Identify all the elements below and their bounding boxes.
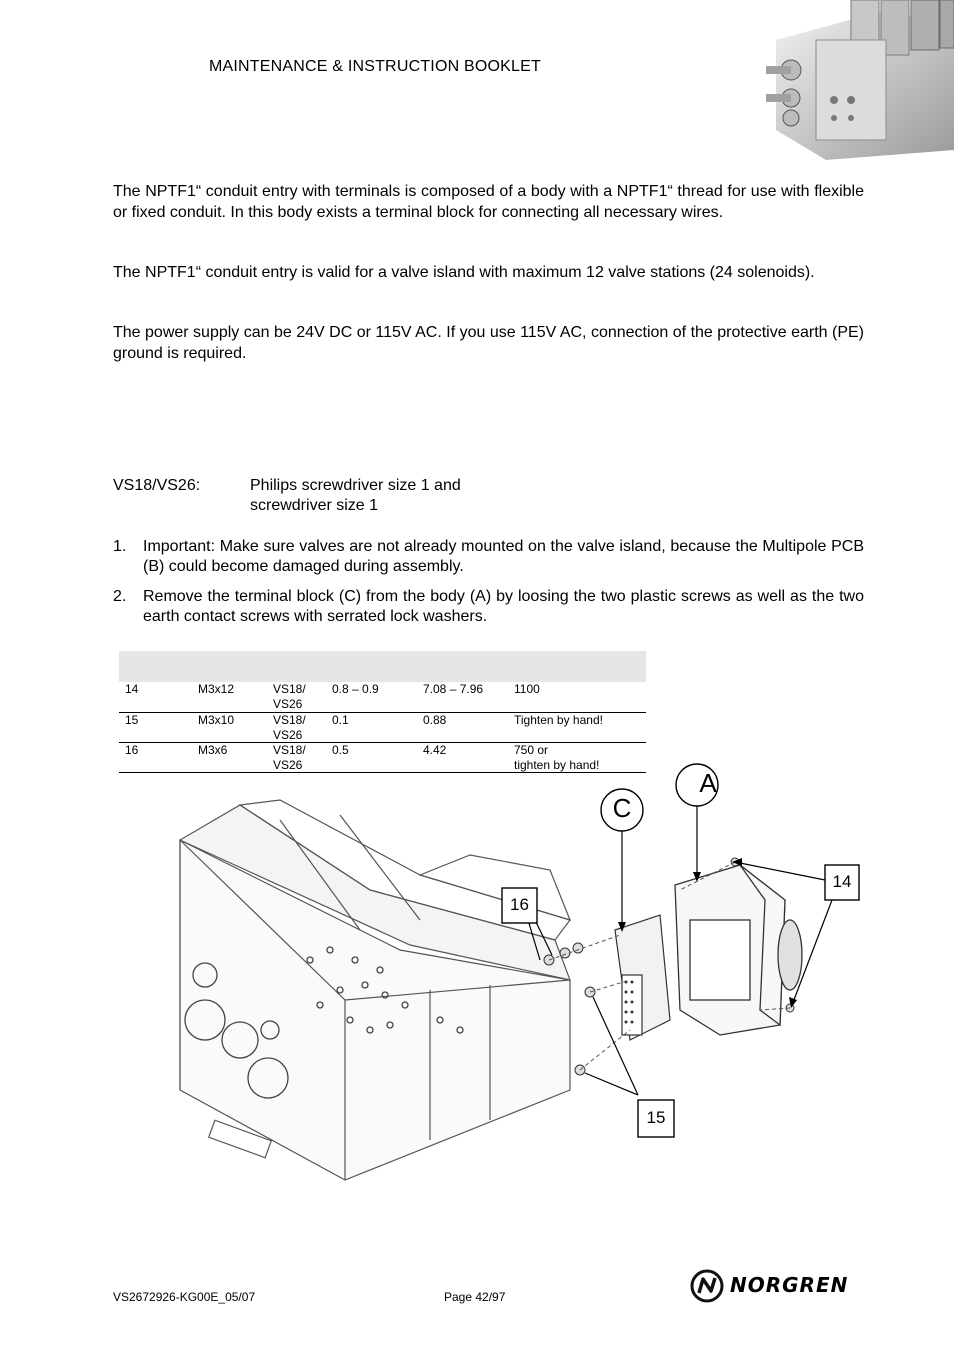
cell-note: 1100 xyxy=(514,682,540,696)
terminal-block xyxy=(615,915,670,1040)
exploded-assembly-drawing xyxy=(160,760,870,1200)
cell-screw: M3x6 xyxy=(198,743,228,757)
cell-note: Tighten by hand! xyxy=(514,713,603,727)
callout-c-label: C xyxy=(612,793,632,823)
tools-list xyxy=(250,476,550,516)
brand-name: NORGREN xyxy=(730,1273,849,1297)
cell-screw: M3x12 xyxy=(198,682,235,696)
callout-15-label: 15 xyxy=(646,1108,666,1127)
power-supply-paragraph: The power supply can be 24V DC or 115V AC. If you use 115V AC, connection of the protective earth (PE) ground is required. xyxy=(113,324,864,362)
page-number: Page 42/97 xyxy=(444,1290,506,1304)
valve-stations-paragraph: The NPTF1“ conduit entry is valid for a valve island with maximum 12 valve stations (24 solenoids). xyxy=(113,264,815,281)
cell-torque-nm: 0.5 xyxy=(332,743,349,757)
cell-item: 16 xyxy=(125,743,139,757)
cell-series: VS18/ VS26 xyxy=(273,743,306,772)
step-2 xyxy=(113,587,864,627)
tools-line-2: screwdriver size 1 xyxy=(250,497,379,514)
tools-series-label: VS18/VS26: xyxy=(113,477,201,494)
cell-torque-nm: 0.8 – 0.9 xyxy=(332,682,379,696)
document-header-title: MAINTENANCE & INSTRUCTION BOOKLET xyxy=(209,58,541,75)
tools-line-1: Philips screwdriver size 1 and xyxy=(250,477,461,494)
cell-series: VS18/ VS26 xyxy=(273,713,306,742)
cell-torque-lbin: 7.08 – 7.96 xyxy=(423,682,484,696)
cell-torque-nm: 0.1 xyxy=(332,713,349,727)
cell-series: VS18/ VS26 xyxy=(273,682,306,711)
step-number: 2. xyxy=(113,588,127,605)
cell-item: 14 xyxy=(125,682,139,696)
cell-torque-lbin: 0.88 xyxy=(423,713,447,727)
document-id: VS2672926-KG00E_05/07 xyxy=(113,1290,256,1304)
norgren-emblem-icon xyxy=(690,1269,724,1303)
cell-note: 750 or tighten by hand! xyxy=(514,743,600,772)
cell-torque-lbin: 4.42 xyxy=(423,743,447,757)
cell-screw: M3x10 xyxy=(198,713,235,727)
conduit-body xyxy=(675,865,802,1035)
step-text: Important: Make sure valves are not already mounted on the valve island, because the Multipole PCB (B) could become damaged during assembly. xyxy=(143,538,864,575)
cell-item: 15 xyxy=(125,713,139,727)
intro-paragraph: The NPTF1“ conduit entry with terminals is composed of a body with a NPTF1“ thread for use with flexible or fixed conduit. In this body exists a terminal block for connecting all necessary wires. xyxy=(113,183,864,221)
callout-14-label: 14 xyxy=(832,872,852,891)
step-text: Remove the terminal block (C) from the body (A) by loosing the two plastic screws as well as the two earth contact screws with serrated lock washers. xyxy=(143,588,864,625)
norgren-logo xyxy=(690,1268,865,1304)
torque-table-header xyxy=(119,651,646,682)
callout-16-label: 16 xyxy=(510,895,529,914)
callout-a-label: A xyxy=(699,768,717,798)
valve-island-photo xyxy=(756,0,954,160)
step-number: 1. xyxy=(113,538,127,555)
step-1 xyxy=(113,537,864,577)
